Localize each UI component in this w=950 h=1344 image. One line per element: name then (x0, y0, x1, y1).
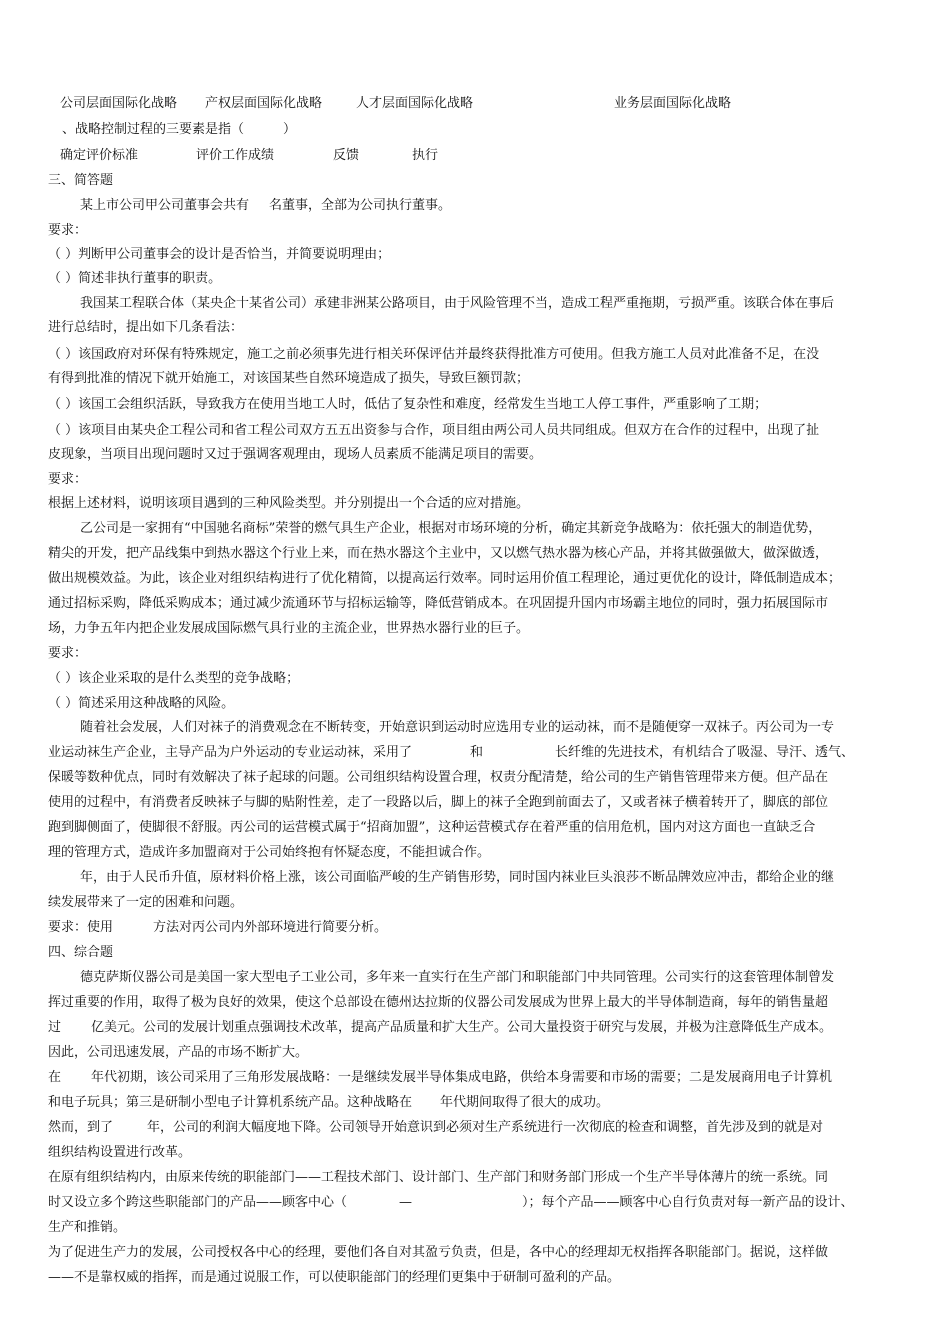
case3-line: 做出规模效益。为此，该企业对组织结构进行了优化精简，以提高运行效率。同时运用价值工程理论，通过更优化的设计，降低制造成本； (48, 571, 842, 586)
case4-text: 和 (470, 745, 484, 760)
case2-line: 进行总结时，提出如下几条看法： (48, 320, 244, 335)
case5-text: 然而，到了 (48, 1120, 114, 1135)
q1-option-c: 人才层面国际化战略 (356, 96, 474, 111)
case4-line (48, 745, 854, 761)
case1-question-2: （ ）简述非执行董事的职责。 (48, 271, 222, 286)
case1-paragraph (80, 198, 451, 214)
case4-requirement (48, 920, 387, 936)
case3-line: 场，力争五年内把企业发展成国际燃气具行业的主流企业，世界热水器行业的巨子。 (48, 621, 530, 636)
case3-requirement: 要求： (48, 646, 88, 661)
case4-text: 要求：使用 (48, 920, 114, 935)
case5-text: 年代初期，该公司采用了三角形发展战略：一是继续发展半导体集成电路，供给本身需要和市场的需要；二是发展商用电子计算机 (91, 1070, 833, 1085)
q2-option-b: 评价工作成绩 (196, 148, 275, 163)
case4-text: 长纤维的先进技术，有机结合了吸湿、导汗、透气、 (555, 745, 855, 760)
case2-line: 有得到批准的情况下就开始施工，对该国某些自然环境造成了损失，导致巨额罚款； (48, 371, 530, 386)
case4-text: 业运动袜生产企业，主导产品为户外运动的专业运动袜，采用了 (48, 745, 413, 760)
case2-line: 皮现象，当项目出现问题时又过于强调客观理由，现场人员素质不能满足项目的需要。 (48, 447, 543, 462)
case5-text: 亿美元。公司的发展计划重点强调技术改革，提高产品质量和扩大生产。公司大量投资于研究与发展，并极为注意降低生产成本。 (91, 1020, 833, 1035)
case3-line: 乙公司是一家拥有“中国驰名商标”荣誉的燃气具生产企业，根据对市场环境的分析，确定其新竞争战略为：依托强大的制造优势， (80, 521, 822, 536)
case5-line: 组织结构设置进行改革。 (48, 1145, 192, 1160)
case1-text-b: 名董事，全部为公司执行董事。 (269, 198, 452, 213)
case4-line: 续发展带来了一定的困难和问题。 (48, 895, 244, 910)
case4-line: 跑到脚侧面了，使脚很不舒服。丙公司的运营模式属于“招商加盟”，这种运营模式存在着严重的信用危机，国内对这方面也一直缺乏合 (48, 820, 816, 835)
case5-line: 因此，公司迅速发展，产品的市场不断扩大。 (48, 1045, 309, 1060)
case4-line: 理的管理方式，造成许多加盟商对于公司始终抱有怀疑态度，不能担诚合作。 (48, 845, 491, 860)
case5-text: 和电子玩具；第三是研制小型电子计算机系统产品。这种战略在 (48, 1095, 413, 1110)
case5-line: ——不是靠权威的指挥，而是通过说服工作，可以使职能部门的经理们更集中于研制可盈利的产品。 (48, 1270, 621, 1285)
case3-question-2: （ ）简述采用这种战略的风险。 (48, 696, 235, 711)
section-heading-4: 四、综合题 (48, 945, 114, 960)
case5-text: 年，公司的利润大幅度地下降。公司领导开始意识到必须对生产系统进行一次彻底的检查和调整，首先涉及到的就是对 (147, 1120, 824, 1135)
q1-option-b: 产权层面国际化战略 (205, 96, 323, 111)
case5-text: 在 (48, 1070, 62, 1085)
case1-question-1: （ ）判断甲公司董事会的设计是否恰当，并简要说明理由； (48, 247, 391, 262)
q2-option-d: 执行 (412, 148, 439, 163)
case5-line: 为了促进生产力的发展，公司授权各中心的经理，要他们各自对其盈亏负责，但是，各中心的经理却无权指挥各职能部门。据说，这样做 (48, 1245, 829, 1260)
case4-line: 年，由于人民币升值，原材料价格上涨，该公司面临严峻的生产销售形势，同时国内袜业巨头浪莎不断品牌效应冲击，都给企业的继 (80, 870, 835, 885)
case2-requirement: 要求： (48, 472, 88, 487)
q1-option-a: 公司层面国际化战略 (60, 96, 178, 111)
case4-line: 保暖等数种优点，同时有效解决了袜子起球的问题。公司组织结构设置合理，权责分配清楚，给公司的生产销售管理带来方便。但产品在 (48, 770, 829, 785)
case5-text: 年代期间取得了很大的成功。 (440, 1095, 610, 1110)
q2-option-a: 确定评价标准 (60, 148, 139, 163)
q1-option-d: 业务层面国际化战略 (614, 96, 732, 111)
case1-text-a: 某上市公司甲公司董事会共有 (80, 198, 250, 213)
case5-line: 在原有组织结构内，由原来传统的职能部门——工程技术部门、设计部门、生产部门和财务部门形成一个生产半导体薄片的统一系统。同 (48, 1170, 829, 1185)
case5-line (48, 1195, 854, 1211)
case5-line: 挥过重要的作用，取得了极为良好的效果，使这个总部设在德州达拉斯的仪器公司发展成为世界上最大的半导体制造商，每年的销售量超 (48, 995, 829, 1010)
case5-line (48, 1095, 609, 1111)
section-heading-3: 三、简答题 (48, 173, 114, 188)
q2-stem: 、战略控制过程的三要素是指（ ） (62, 122, 297, 137)
case5-line: 生产和推销。 (48, 1220, 127, 1235)
case2-line: （ ）该国政府对环保有特殊规定，施工之前必须事先进行相关环保评估并最终获得批准方可使用。但我方施工人员对此准备不足，在没 (48, 347, 820, 362)
case5-line (48, 1020, 832, 1036)
case3-line: 精尖的开发，把产品线集中到热水器这个行业上来，而在热水器这个主业中，又以燃气热水器为核心产品，并将其做强做大，做深做透， (48, 546, 829, 561)
case5-line (48, 1070, 832, 1086)
case3-line: 通过招标采购，降低采购成本；通过减少流通环节与招标运输等，降低营销成本。在巩固提升国内市场霸主地位的同时，强力拓展国际市 (48, 596, 829, 611)
case2-line: （ ）该项目由某央企工程公司和省工程公司双方五五出资参与合作，项目组由两公司人员共同组成。但双方在合作的过程中，出现了扯 (48, 423, 820, 438)
q2-option-c: 反馈 (333, 148, 360, 163)
case5-text: ）；每个产品——顾客中心自行负责对每一新产品的设计、 (522, 1195, 854, 1210)
case2-line: 根据上述材料，说明该项目遇到的三种风险类型。并分别提出一个合适的应对措施。 (48, 496, 530, 511)
case2-line: （ ）该国工会组织活跃，导致我方在使用当地工人时，低估了复杂性和难度，经常发生当地工人停工事件，严重影响了工期； (48, 397, 768, 412)
case4-text: 方法对丙公司内外部环境进行简要分析。 (153, 920, 388, 935)
case1-requirement: 要求： (48, 223, 88, 238)
case4-line: 使用的过程中，有消费者反映袜子与脚的贴附性差，走了一段路以后，脚上的袜子全跑到前面去了，又或者袜子横着转开了，脚底的部位 (48, 795, 829, 810)
case5-text: 时又设立多个跨这些职能部门的产品——顾客中心（ (48, 1195, 348, 1210)
case2-line: 我国某工程联合体（某央企十某省公司）承建非洲某公路项目，由于风险管理不当，造成工程严重拖期，亏损严重。该联合体在事后 (80, 296, 835, 311)
case4-line: 随着社会发展，人们对袜子的消费观念在不断转变，开始意识到运动时应选用专业的运动袜，而不是随便穿一双袜子。丙公司为一专 (80, 720, 835, 735)
case5-text: — (399, 1195, 413, 1210)
case5-text: 过 (48, 1020, 62, 1035)
case5-line: 德克萨斯仪器公司是美国一家大型电子工业公司，多年来一直实行在生产部门和职能部门中共同管理。公司实行的这套管理体制曾发 (80, 970, 835, 985)
case3-question-1: （ ）该企业采取的是什么类型的竞争战略； (48, 671, 300, 686)
case5-line (48, 1120, 823, 1136)
